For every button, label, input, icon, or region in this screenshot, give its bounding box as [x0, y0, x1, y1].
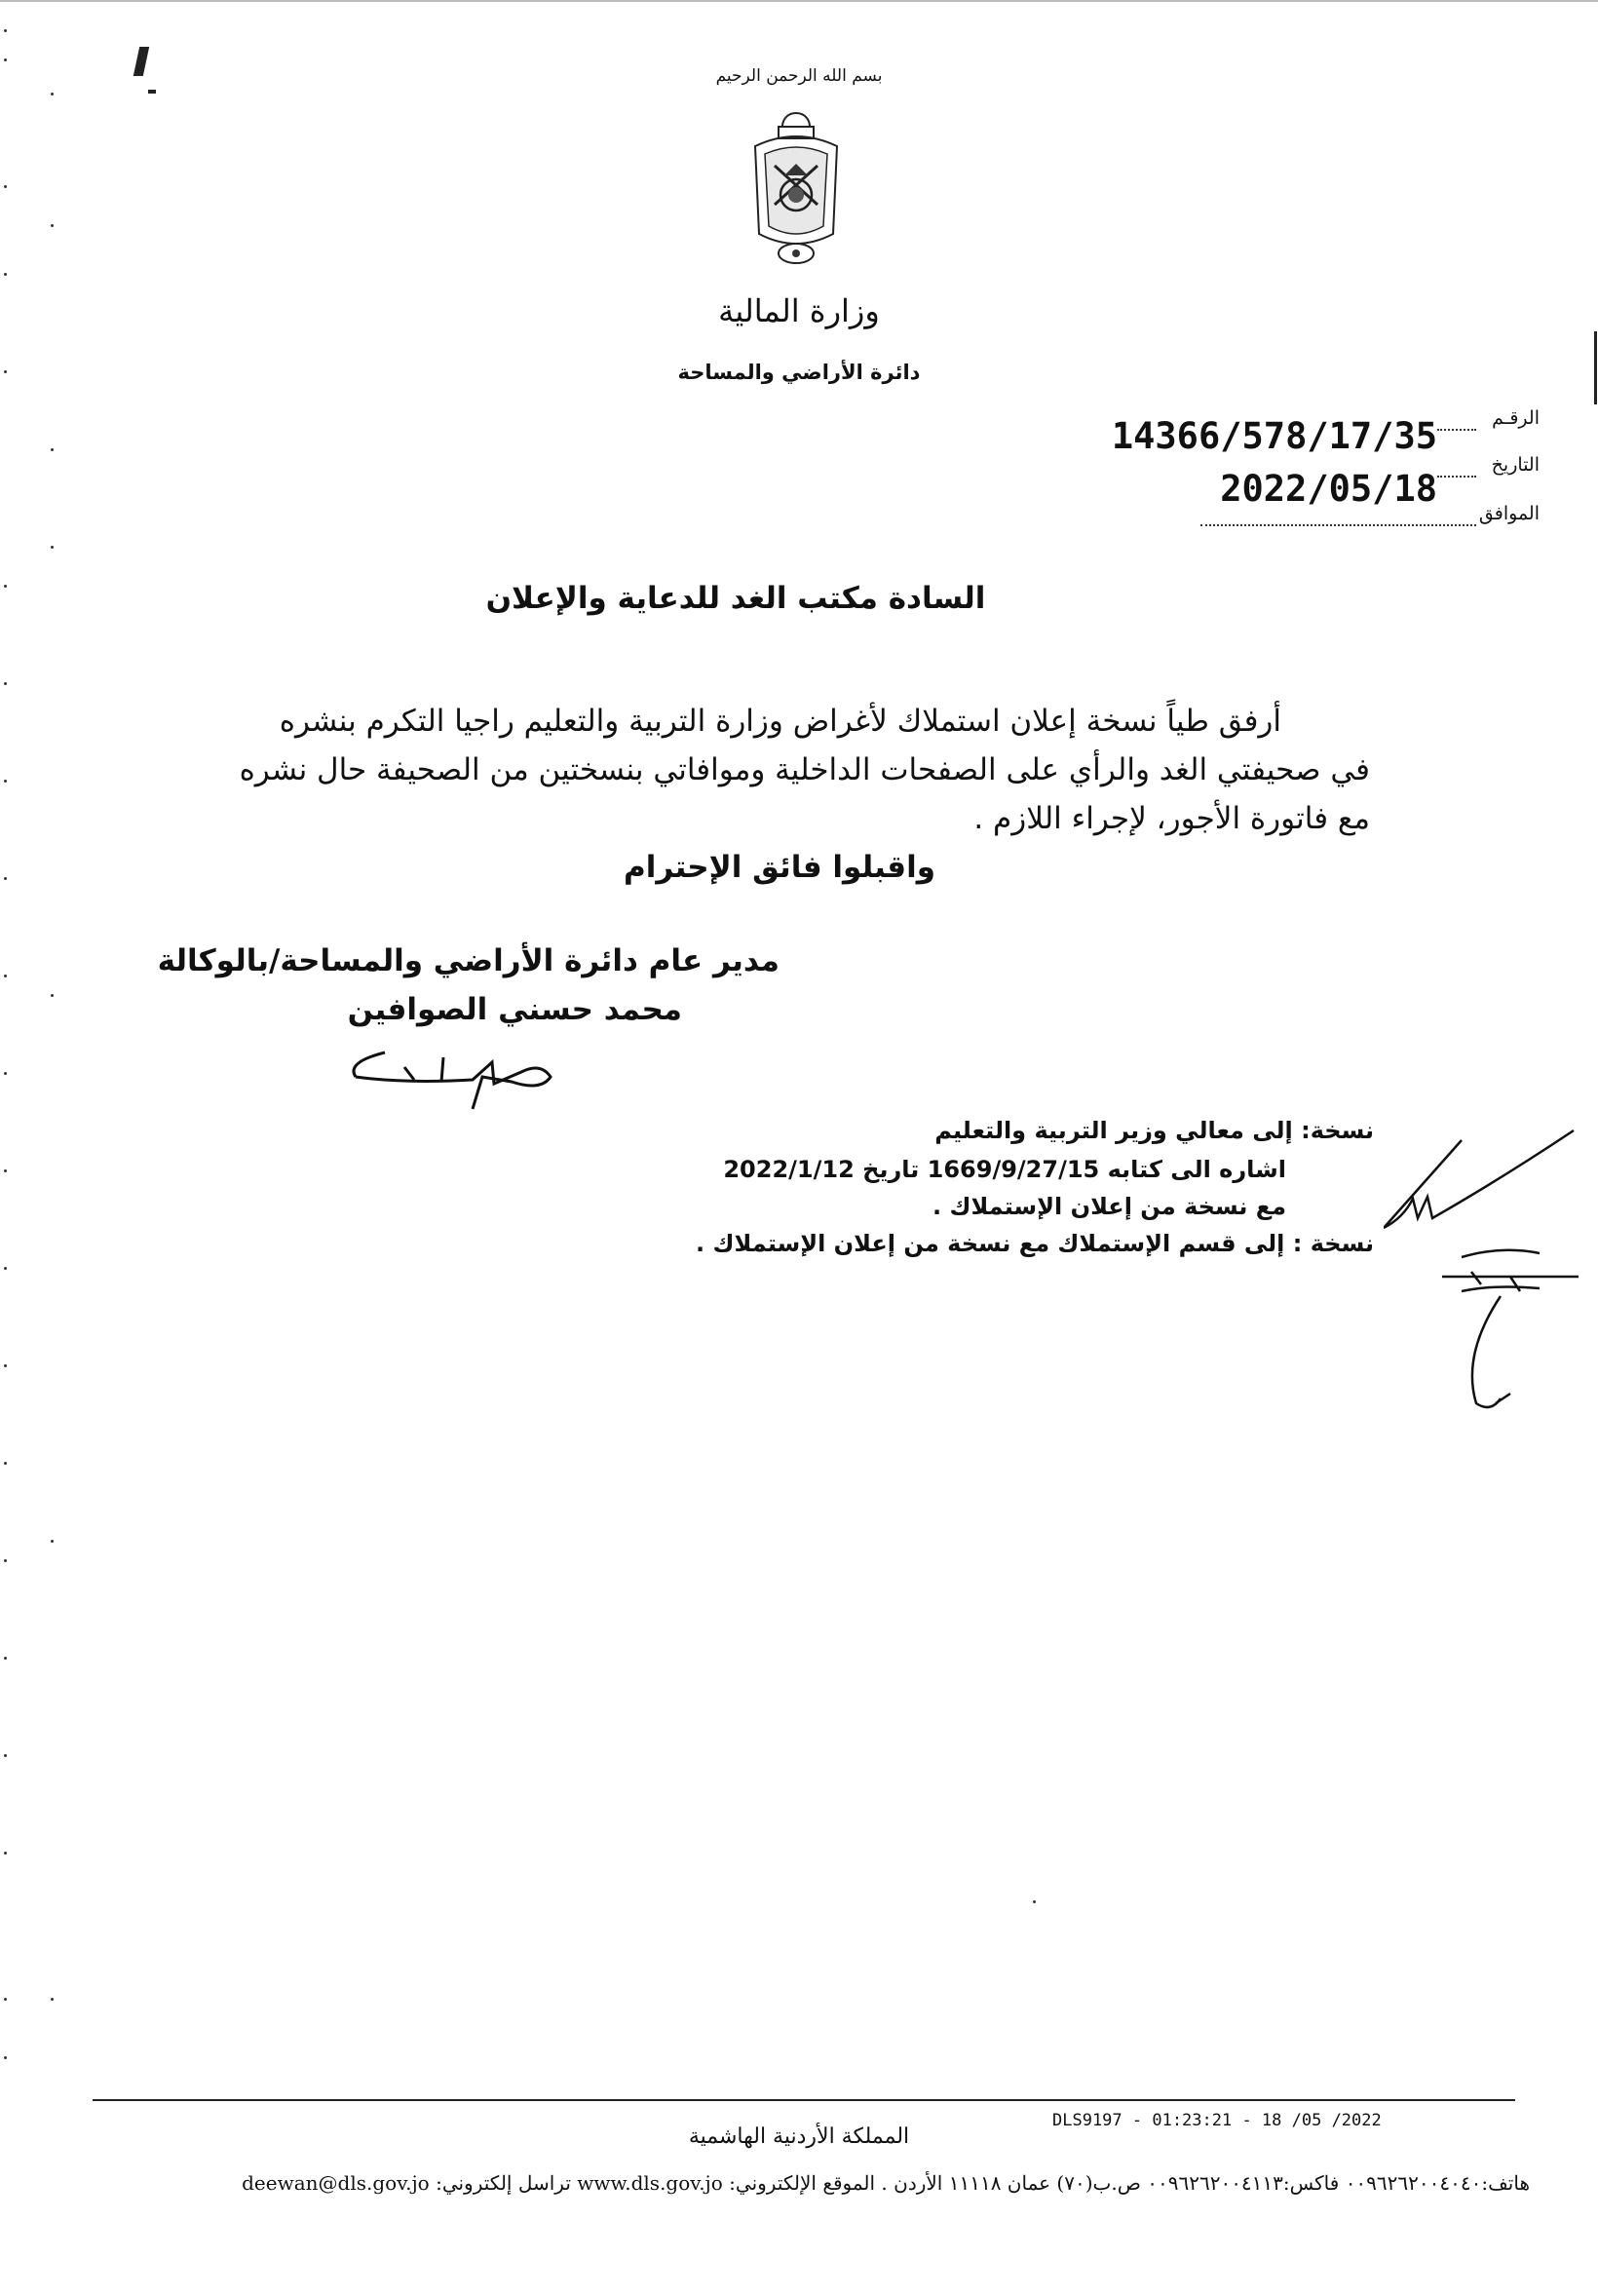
signatory-name: محمد حسني الصوافين — [347, 992, 682, 1027]
date-label: التاريخ — [1491, 454, 1540, 476]
footer-stamp: DLS9197 - 01:23:21 - 18 /05 /2022 — [1052, 2111, 1382, 2130]
hijri-label: الموافق — [1478, 503, 1540, 524]
ref-label: الرقـم — [1492, 407, 1540, 429]
ministry-name: وزارة المالية — [718, 292, 880, 329]
copy-1-line-2: اشاره الى كتابه 1669/9/27/15 تاريخ 2022/1/12 — [723, 1156, 1286, 1183]
margin-initials — [1384, 1121, 1588, 1423]
addressee: السادة مكتب الغد للدعاية والإعلان — [485, 581, 986, 616]
date-value: 2022/05/18 — [1220, 468, 1437, 510]
footer-kingdom: المملكة الأردنية الهاشمية — [688, 2124, 910, 2149]
handwritten-signature — [346, 1023, 570, 1111]
body-line-3: مع فاتورة الأجور، لإجراء اللازم . — [973, 801, 1370, 836]
basmala: بسم الله الرحمن الرحيم — [715, 66, 883, 86]
copy-1-line-1: نسخة: إلى معالي وزير التربية والتعليم — [934, 1117, 1374, 1144]
department-name: دائرة الأراضي والمساحة — [677, 361, 921, 384]
closing: واقبلوا فائق الإحترام — [623, 850, 935, 885]
scan-mark — [0, 0, 1598, 2]
coat-of-arms-emblem — [736, 107, 857, 273]
body-line-2: في صحيفتي الغد والرأي على الصفحات الداخلية وموافاتي بنسختين من الصحيفة حال نشره — [239, 752, 1370, 787]
footer-contact: هاتف:٠٠٩٦٢٦٢٠٠٤٠٤٠ فاكس:٠٠٩٦٢٦٢٠٠٤١١٣ ص.ب(٧٠) عمان ١١١١٨ الأردن . الموقع الإلكتروني: www.dls.gov.jo تراسل إلكتروني: deewan@dls.gov.jo — [242, 2171, 1530, 2195]
footer-rule — [93, 2099, 1515, 2101]
body-line-1: أرفق طياً نسخة إعلان استملاك لأغراض وزارة التربية والتعليم راجيا التكرم بنشره — [279, 704, 1281, 739]
copy-1-line-3: مع نسخة من إعلان الإستملاك . — [932, 1193, 1286, 1220]
scan-mark — [148, 90, 156, 94]
hijri-dots — [1200, 524, 1476, 526]
signatory-title: مدير عام دائرة الأراضي والمساحة/بالوكالة — [157, 943, 780, 978]
date-dots — [1437, 476, 1476, 478]
copy-2-line-1: نسخة : إلى قسم الإستملاك مع نسخة من إعلان الإستملاك . — [696, 1230, 1374, 1257]
scan-mark — [1594, 331, 1597, 404]
ref-value: 14366/578/17/35 — [1111, 415, 1437, 457]
ref-dots — [1437, 429, 1476, 431]
scan-mark — [133, 47, 149, 76]
